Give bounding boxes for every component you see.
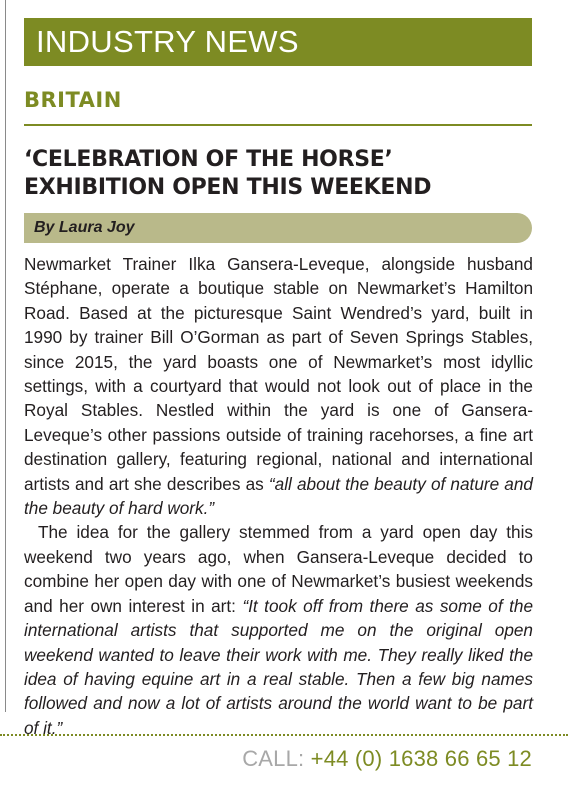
- byline-bar: [24, 213, 532, 243]
- phone-number: +44 (0) 1638 66 65 12: [310, 746, 532, 771]
- section-banner: [24, 18, 532, 66]
- paragraph-2-text: The idea for the gallery stemmed from a yard open day this weekend two years ago, when Gansera-Leveque decided to combine her open day with one of Newmarket’s busiest weekends and her own interest in art:: [24, 522, 533, 616]
- paragraph-2-quote: “It took off from there as some of the international artists that supported me on the original open weekend wanted to leave their work with me. They really liked the idea of having equine art in a real stable. Then a few big names followed and now a lot of artists around the world want to be part of it.”: [24, 595, 534, 738]
- headline-line-2: EXHIBITION OPEN THIS WEEKEND: [24, 175, 432, 200]
- region-heading: BRITAIN: [24, 88, 122, 112]
- paragraph-2: [24, 520, 533, 740]
- left-margin-rule: [5, 0, 6, 712]
- footer-dotted-divider: [0, 734, 568, 736]
- call-label: CALL:: [242, 746, 305, 771]
- region-divider: [24, 124, 532, 126]
- article-headline: [24, 146, 534, 202]
- paragraph-1-text: Newmarket Trainer Ilka Gansera-Leveque, alongside husband Stéphane, operate a boutique stable on Newmarket’s Hamilton Road. Based at the picturesque Saint Wendred’s yard, built in 1990 by trainer Bill O’Gorman as part of Seven Springs Stables, since 2015, the yard boasts one of Newmarket’s most idyllic settings, with a courtyard that would not look out of place in the Royal Stables. Nestled within the yard is one of Gansera-Leveque’s other passions outside of training racehorses, a fine art destination gallery, featuring regional, national and international artists and art she describes as: [24, 254, 533, 494]
- article-body: [24, 252, 533, 740]
- call-line: [242, 746, 532, 772]
- section-title: INDUSTRY NEWS: [36, 24, 299, 59]
- byline: By Laura Joy: [34, 219, 135, 236]
- headline-line-1: ‘CELEBRATION OF THE HORSE’: [24, 147, 393, 172]
- paragraph-1: [24, 252, 533, 520]
- paragraph-1-quote: “all about the beauty of nature and the beauty of hard work.”: [24, 473, 533, 519]
